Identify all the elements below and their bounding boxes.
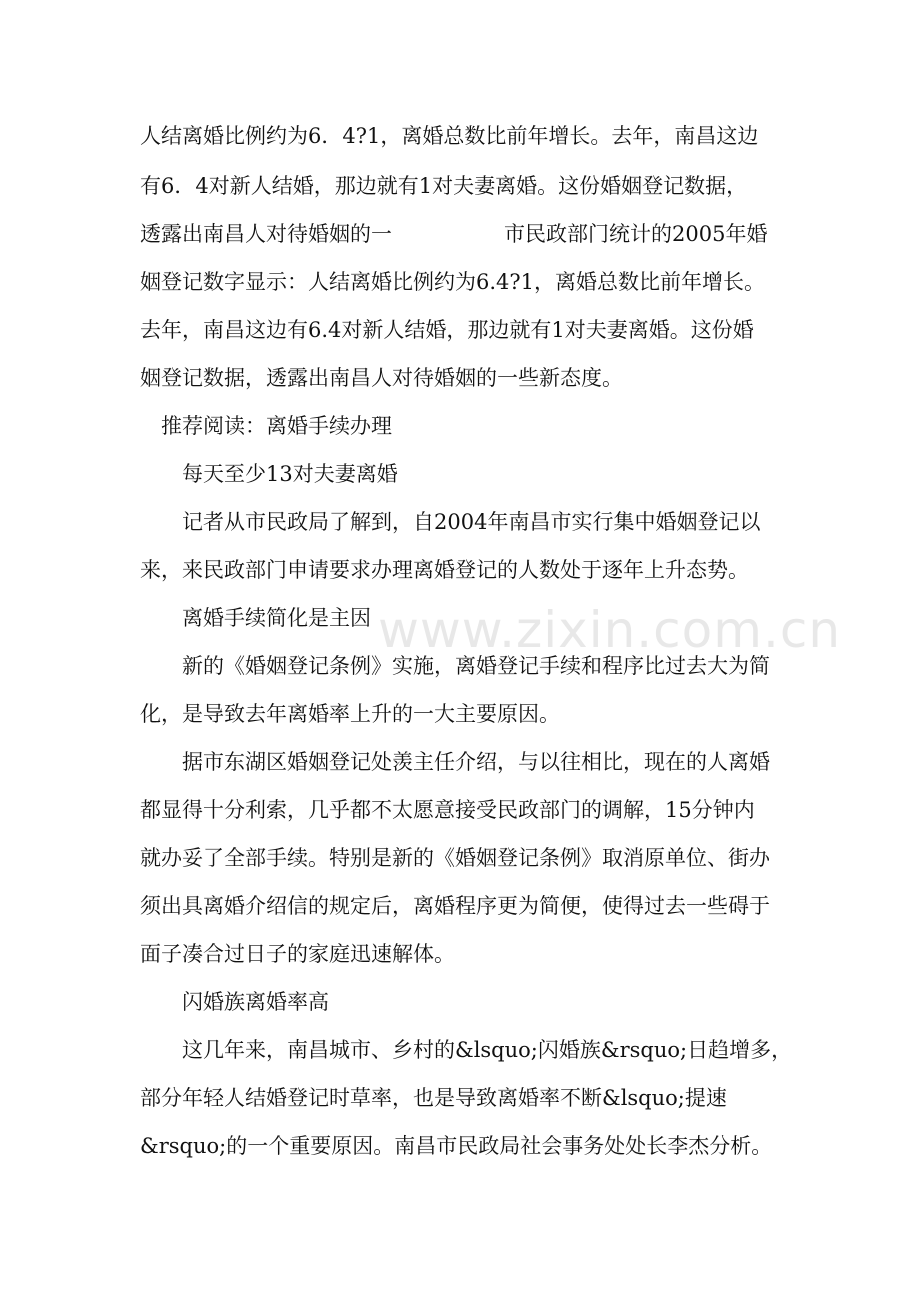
paragraph-line: 须出具离婚介绍信的规定后，离婚程序更为简便，使得过去一些碍于 [140, 894, 770, 918]
paragraph-line: 记者从市民政局了解到，自2004年南昌市实行集中婚姻登记以 [182, 510, 761, 534]
paragraph-line: 化，是导致去年离婚率上升的一大主要原因。 [140, 702, 560, 726]
paragraph-fragment: 透露出南昌人对待婚姻的一 [140, 222, 392, 246]
section-heading: 离婚手续简化是主因 [182, 606, 371, 630]
paragraph-line: &rsquo;的一个重要原因。南昌市民政局社会事务处处长李杰分析。 [140, 1134, 773, 1158]
section-heading: 闪婚族离婚率高 [182, 990, 329, 1014]
recommended-reading: 推荐阅读：离婚手续办理 [161, 414, 392, 438]
watermark: www.zixin.com.cn [378, 601, 842, 659]
section-heading: 每天至少13对夫妻离婚 [182, 462, 398, 486]
paragraph-line: 据市东湖区婚姻登记处羡主任介绍，与以往相比，现在的人离婚 [182, 750, 770, 774]
paragraph-line: 姻登记数据，透露出南昌人对待婚姻的一些新态度。 [140, 366, 623, 390]
paragraph-line [140, 220, 790, 248]
paragraph-line: 面子凑合过日子的家庭迅速解体。 [140, 942, 455, 966]
paragraph-line: 就办妥了全部手续。特别是新的《婚姻登记条例》取消原单位、街办 [140, 846, 770, 870]
paragraph-line: 去年，南昌这边有6.4对新人结婚，那边就有1对夫妻离婚。这份婚 [140, 318, 754, 342]
paragraph-line: 姻登记数字显示：人结离婚比例约为6.4?1，离婚总数比前年增长。 [140, 270, 766, 294]
paragraph-line: 来，来民政部门申请要求办理离婚登记的人数处于逐年上升态势。 [140, 558, 749, 582]
paragraph-line: 这几年来，南昌城市、乡村的&lsquo;闪婚族&rsquo;日趋增多， [182, 1038, 793, 1062]
paragraph-line: 人结离婚比例约为6．4?1，离婚总数比前年增长。去年，南昌这边 [140, 124, 759, 148]
paragraph-fragment: 市民政部门统计的2005年婚 [504, 222, 768, 246]
paragraph-line: 都显得十分利索，几乎都不太愿意接受民政部门的调解，15分钟内 [140, 798, 755, 822]
paragraph-line: 部分年轻人结婚登记时草率，也是导致离婚率不断&lsquo;提速 [140, 1086, 727, 1110]
paragraph-line: 新的《婚姻登记条例》实施，离婚登记手续和程序比过去大为简 [182, 654, 770, 678]
paragraph-line: 有6．4对新人结婚，那边就有1对夫妻离婚。这份婚姻登记数据， [140, 174, 748, 198]
